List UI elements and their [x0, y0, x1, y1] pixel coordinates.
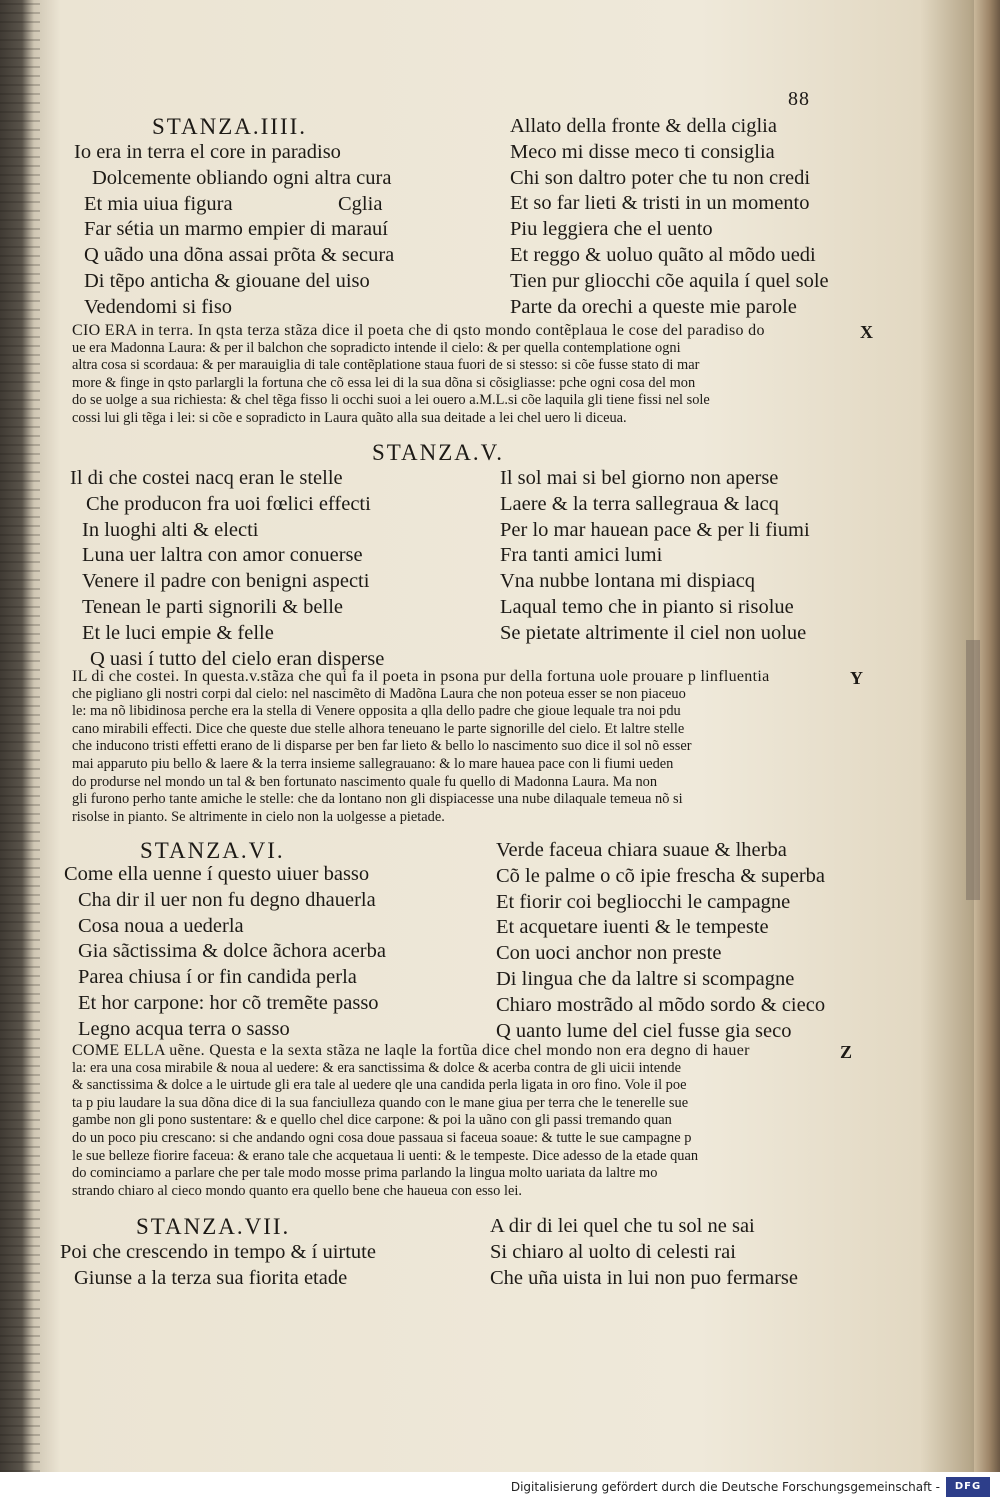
commentary-line: COME ELLA uẽne. Questa e la sexta stãza ne laqle la fortũa dice chel mondo non era degno di hauer — [72, 1042, 750, 1059]
verse-line: Dolcemente obliando ogni altra cura — [92, 166, 392, 189]
verse-left-column — [70, 466, 490, 672]
verse-line: Tien pur gliocchi cõe aquila í quel sole — [510, 269, 829, 292]
verse-line: Il di che costei nacq eran le stelle — [70, 467, 343, 489]
verse-line: Cõ le palme o cõ ipie frescha & superba — [496, 864, 826, 887]
verse-line: Meco mi disse meco ti consiglia — [510, 140, 775, 163]
verse-line: Fra tanti amici lumi — [500, 544, 663, 567]
verse-left-column — [60, 1240, 480, 1292]
commentary-line: cano mirabili effecti. Dice che queste due stelle alhora teneuano le parte signorille del cielo. Et laltre stelle — [72, 720, 685, 737]
verse-line: Et fiorir coi begliocchi le campagne — [496, 890, 791, 913]
stanza-heading: STANZA.V. — [372, 440, 505, 465]
funding-notice: Digitalisierung gefördert durch die Deutsche Forschungsgemeinschaft - — [510, 1480, 940, 1494]
verse-runover: Cglia — [338, 193, 383, 215]
commentary-line: IL di che costei. In questa.v.stãza che qui fa il poeta in psona pur della fortuna uole prouare p linfluentia — [72, 668, 770, 685]
verse-line: Tenean le parti signorili & belle — [82, 595, 343, 618]
commentary-line: do cominciamo a parlare che per tale modo mosse prima parlando la lingua molto uariata da laltre mo — [72, 1165, 658, 1182]
verse-line: Giunse a la terza sua fiorita etade — [74, 1266, 348, 1289]
verse-line: Se pietate altrimente il ciel non uolue — [500, 621, 807, 644]
stanza-heading: STANZA.VII. — [136, 1214, 291, 1239]
folio-number: 88 — [788, 88, 810, 110]
digitization-footer — [0, 1472, 1000, 1502]
verse-line: Parte da orechi a queste mie parole — [510, 295, 797, 318]
verse-left-column — [64, 862, 484, 1043]
verse-line: Et le luci empie & felle — [82, 621, 274, 644]
commentary-line: le: ma nõ libidinosa perche era la stella di Venere opposita a qlla dello padre che gioue lequale tra noi pdu — [72, 703, 681, 720]
margin-letter: X — [860, 322, 873, 342]
commentary-line: do se uolge a sua richiesta: & chel tẽga fisso li occhi suoi a lei ouero a.M.L.si cõe laquila gli tiene fissi nel sole — [72, 392, 710, 409]
dfg-logo: DFG — [946, 1477, 990, 1497]
verse-line: Che uña uista in lui non puo fermarse — [490, 1266, 799, 1289]
verse-line: Et mia uiua figura — [84, 192, 233, 215]
verse-line: Di tẽpo anticha & giouane del uiso — [84, 269, 370, 292]
verse-line: Verde faceua chiara suaue & lherba — [496, 839, 787, 861]
verse-line: Come ella uenne í questo uiuer basso — [64, 863, 370, 885]
commentary-line: & sanctissima & dolce a le uirtude gli era tale al uedere qle una candida perla ligata in oro fino. Vole il poe — [72, 1077, 687, 1094]
commentary-line: risolse in pianto. Se altrimente in cielo non la uolgesse a pietade. — [72, 808, 445, 825]
commentary-line: ue era Madonna Laura: & per il balchon che sopradicto intende il cielo: & per quella contemplatione ogni — [72, 339, 681, 356]
ribbon-shadow — [966, 640, 980, 900]
verse-right-column — [510, 114, 930, 320]
facing-page-edge — [0, 0, 40, 1472]
verse-line: Poi che crescendo in tempo & í uirtute — [60, 1241, 376, 1263]
verse-line: Et hor carpone: hor cõ tremẽte passo — [78, 991, 379, 1014]
verse-line: Gia sãctissima & dolce ãchora acerba — [78, 940, 386, 963]
verse-line: Venere il padre con benigni aspecti — [82, 570, 370, 593]
verse-line: Chi son daltro poter che tu non credi — [510, 166, 811, 189]
commentary-line: che pigliano gli nostri corpi dal cielo: nel nascimẽto di Madõna Laura che non poteua esser se non piaceuo — [72, 685, 686, 702]
commentary-line: gli furono perho tante amiche le stelle: che da lontano non gli dispiacesse una nube dilaquale temeua nõ si — [72, 791, 683, 808]
verse-line: Si chiaro al uolto di celesti rai — [490, 1240, 736, 1263]
verse-right-column — [500, 466, 920, 647]
commentary-block — [72, 1042, 847, 1200]
commentary-block — [72, 668, 847, 826]
verse-line: Vedendomi si fiso — [84, 295, 233, 318]
verse-line: Piu leggiera che el uento — [510, 218, 713, 241]
verse-right-column — [490, 1214, 910, 1291]
verse-line: Laere & la terra sallegraua & lacq — [500, 492, 779, 515]
verse-line: Vna nubbe lontana mi dispiacq — [500, 570, 756, 593]
verse-line: Con uoci anchor non preste — [496, 942, 722, 965]
commentary-block — [72, 322, 847, 428]
commentary-line: mai apparuto piu bello & laere & la terra insieme sallegrauano: & lo mare hauea pace con li fiumi ueden — [72, 755, 674, 772]
commentary-line: strando chiaro al cieco mondo quanto era quello bene che haueua con esso lei. — [72, 1182, 522, 1199]
commentary-line: altra cosa si scordaua: & per marauiglia di tale contẽplatione staua fuori de si stesso: si cõe fusse stato di mar — [72, 357, 700, 374]
verse-right-column — [496, 838, 916, 1044]
commentary-line: do un poco piu crescano: si che andando ogni cosa doue passaua si faceua soaue: & tutte le sue campagne p — [72, 1129, 692, 1146]
verse-line: Cha dir il uer non fu degno dhauerla — [78, 888, 376, 911]
verse-line: Far sétia un marmo empier di marauí — [84, 218, 388, 241]
commentary-line: la: era una cosa mirabile & noua al uedere: & era sanctissima & dolce & acerba contra de gli uicii intende — [72, 1059, 681, 1076]
verse-left-column — [74, 140, 494, 321]
commentary-line: do produrse nel mondo un tal & ben fortunato nascimento quale fu quello di Madonna Laura. Ma non — [72, 773, 658, 790]
verse-line: In luoghi alti & electi — [82, 518, 259, 541]
verse-line: Legno acqua terra o sasso — [78, 1017, 290, 1040]
verse-line: Q uanto lume del ciel fusse gia seco — [496, 1019, 792, 1042]
margin-letter: Z — [840, 1042, 853, 1062]
verse-line: Laqual temo che in pianto si risolue — [500, 595, 794, 618]
verse-line: Luna uer laltra con amor conuerse — [82, 544, 363, 567]
verse-line: Q uasi í tutto del cielo eran disperse — [90, 647, 385, 670]
verse-line: Di lingua che da laltre si scompagne — [496, 967, 795, 990]
verse-line: Io era in terra el core in paradiso — [74, 141, 341, 163]
verse-line: Q uãdo una dõna assai prõta & secura — [84, 244, 395, 267]
commentary-line: ta p piu laudare la sua dõna dice di la sua fanciulleza quando con le mane giua per terra che le tenerelle sue — [72, 1094, 689, 1111]
verse-line: Et reggo & uoluo quãto al mõdo uedi — [510, 243, 816, 266]
stanza-heading: STANZA.IIII. — [152, 114, 308, 139]
verse-line: A dir di lei quel che tu sol ne sai — [490, 1215, 755, 1237]
verse-line: Per lo mar hauean pace & per li fiumi — [500, 518, 810, 541]
verse-line: Et acquetare iuenti & le tempeste — [496, 916, 769, 939]
verse-line: Che producon fra uoi fœlici effecti — [86, 492, 371, 515]
verse-line: Et so far lieti & tristi in un momento — [510, 192, 810, 215]
stanza-heading: STANZA.VI. — [140, 838, 285, 863]
commentary-line: che inducono tristi effetti erano de li disparse per ben far lieto & bello lo nascimento suo dice il sol nõ esser — [72, 738, 692, 755]
verse-line: Chiaro mostrãdo al mõdo sordo & cieco — [496, 993, 826, 1016]
verse-line: Parea chiusa í or fin candida perla — [78, 966, 357, 989]
verse-line: Allato della fronte & della ciglia — [510, 115, 777, 137]
margin-letter: Y — [850, 668, 863, 688]
commentary-line: gambe non gli pono sustentare: & e quello chel dice carpone: & poi la uãno con gli passi tremando quan — [72, 1112, 672, 1129]
commentary-line: le sue belleze fiorire faceua: & erano tale che acquetaua li uenti: & le tempeste. Dice adesso de la etade quan — [72, 1147, 699, 1164]
verse-line: Cosa noua a uederla — [78, 914, 244, 937]
commentary-line: more & finge in qsto parlargli la fortuna che cõ essa lei di la sua dõna si cõsigliasse: pche ogni cosa del mon — [72, 374, 696, 391]
commentary-line: CIO ERA in terra. In qsta terza stãza dice il poeta che di qsto mondo contẽplaua le cose del paradiso do — [72, 322, 765, 339]
verse-line: Il sol mai si bel giorno non aperse — [500, 467, 779, 489]
commentary-line: cossi lui gli tẽga i lei: si cõe e sopradicto in Laura quãto alla sua deitade a lei chel uero li diceua. — [72, 409, 627, 426]
